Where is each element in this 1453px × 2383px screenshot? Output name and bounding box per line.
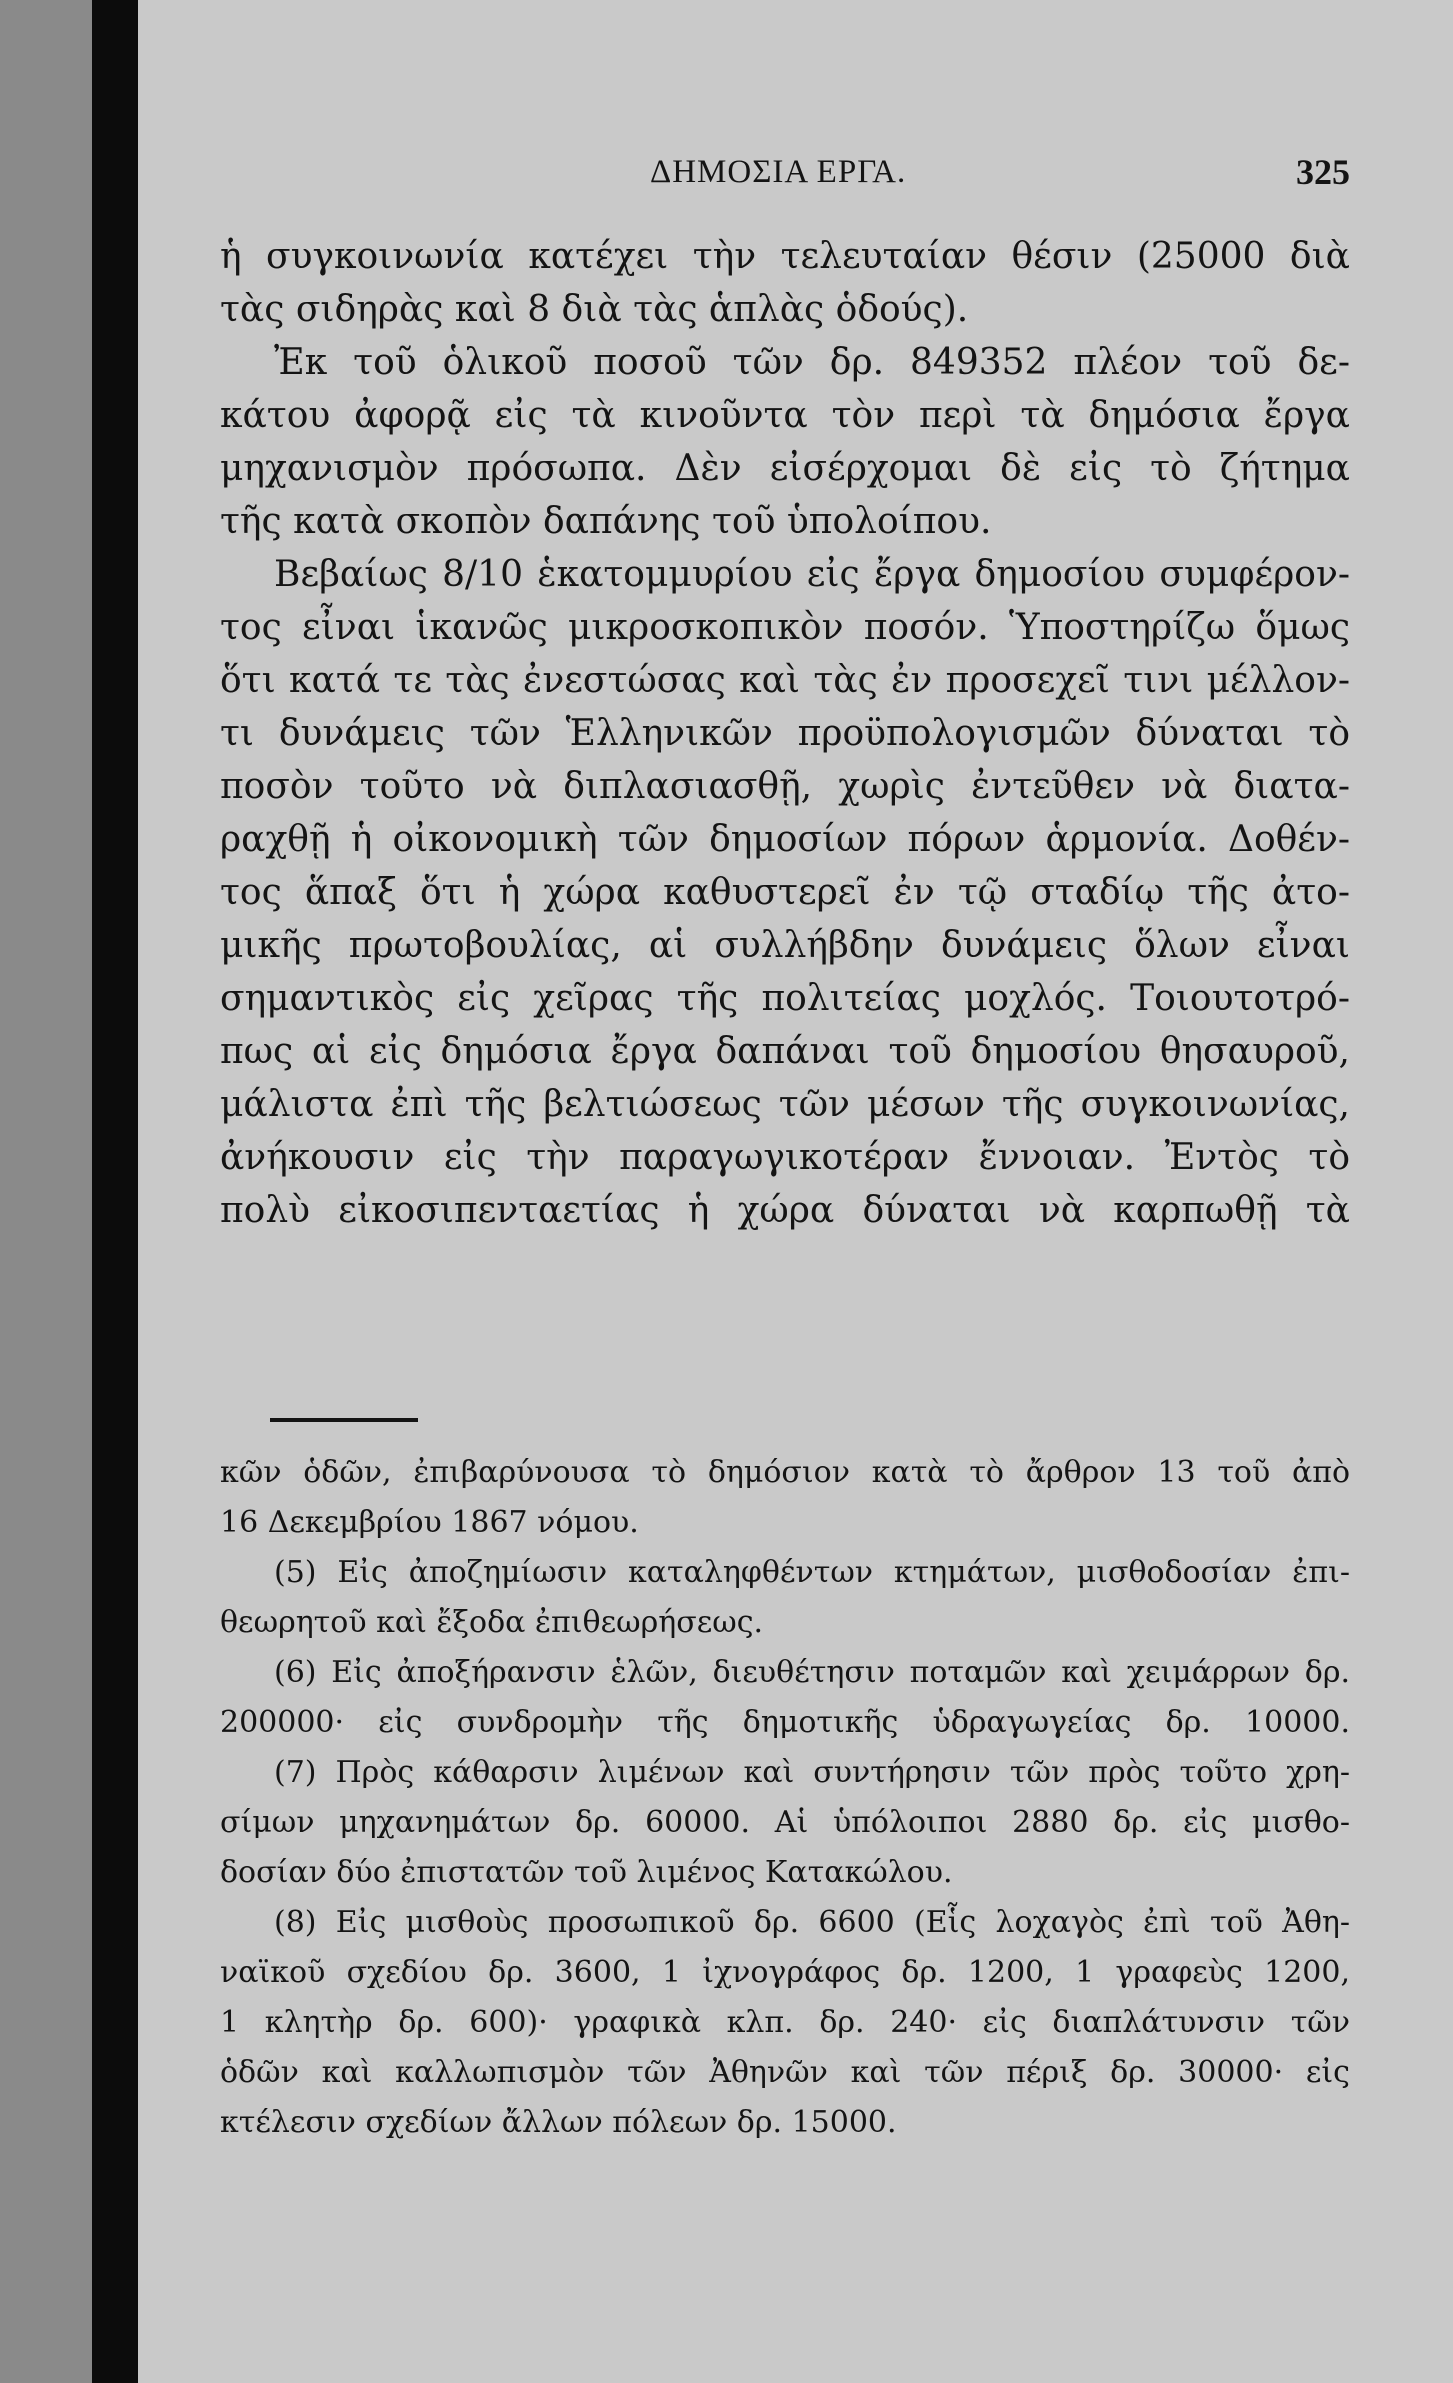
body-text	[220, 230, 1350, 1237]
footnote-line: δοσίαν δύο ἐπιστατῶν τοῦ λιμένος Κατακώλου.	[220, 1855, 953, 1890]
body-line: ὅτι κατά τε τὰς ἐνεστώσας καὶ τὰς ἐν προσεχεῖ τινι μέλλον-	[220, 660, 1350, 701]
footnote-line: κτέλεσιν σχεδίων ἄλλων πόλεων δρ. 15000.	[220, 2105, 897, 2140]
footnote-line: (8) Εἰς μισθοὺς προσωπικοῦ δρ. 6600 (Εἷς λοχαγὸς ἐπὶ τοῦ Ἀθη-	[274, 1905, 1350, 1940]
footnote-rule	[270, 1418, 418, 1422]
body-line: πολὺ εἰκοσιπενταετίας ἡ χώρα δύναται νὰ καρπωθῇ τὰ	[220, 1190, 1350, 1231]
page-content	[220, 0, 1350, 2383]
body-line: σημαντικὸς εἰς χεῖρας τῆς πολιτείας μοχλός. Τοιουτοτρό-	[220, 978, 1350, 1019]
running-head-title: ΔΗΜΟΣΙΑ ΕΡΓΑ.	[650, 154, 907, 190]
footnote-line: 1 κλητὴρ δρ. 600)· γραφικὰ κλπ. δρ. 240· εἰς διαπλάτυνσιν τῶν	[220, 2005, 1350, 2040]
footnote-line: (5) Εἰς ἀποζημίωσιν καταληφθέντων κτημάτων, μισθοδοσίαν ἐπι-	[274, 1555, 1350, 1590]
footnote-line: (7) Πρὸς κάθαρσιν λιμένων καὶ συντήρησιν τῶν πρὸς τοῦτο χρη-	[274, 1755, 1350, 1790]
body-line: τῆς κατὰ σκοπὸν δαπάνης τοῦ ὑπολοίπου.	[220, 501, 992, 542]
footnote-line: κῶν ὁδῶν, ἐπιβαρύνουσα τὸ δημόσιον κατὰ τὸ ἄρθρον 13 τοῦ ἀπὸ	[220, 1455, 1350, 1490]
running-head	[220, 150, 1350, 194]
body-line: ἡ συγκοινωνία κατέχει τὴν τελευταίαν θέσιν (25000 διὰ	[220, 236, 1350, 277]
footnote-line: θεωρητοῦ καὶ ἔξοδα ἐπιθεωρήσεως.	[220, 1605, 764, 1640]
book-gutter	[92, 0, 138, 2383]
body-line: τὰς σιδηρὰς καὶ 8 διὰ τὰς ἁπλὰς ὁδούς).	[220, 289, 969, 330]
body-line: τος ἅπαξ ὅτι ἡ χώρα καθυστερεῖ ἐν τῷ σταδίῳ τῆς ἀτο-	[220, 872, 1350, 913]
body-line: Βεβαίως 8/10 ἑκατομμυρίου εἰς ἔργα δημοσίου συμφέρον-	[274, 554, 1350, 595]
body-line: μικῆς πρωτοβουλίας, αἱ συλλήβδην δυνάμεις ὅλων εἶναι	[220, 925, 1350, 966]
body-line: ἀνήκουσιν εἰς τὴν παραγωγικοτέραν ἔννοιαν. Ἐντὸς τὸ	[220, 1137, 1350, 1178]
footnote-line: ὁδῶν καὶ καλλωπισμὸν τῶν Ἀθηνῶν καὶ τῶν πέριξ δρ. 30000· εἰς	[220, 2055, 1350, 2090]
body-line: ποσὸν τοῦτο νὰ διπλασιασθῇ, χωρὶς ἐντεῦθεν νὰ διατα-	[220, 766, 1350, 807]
footnotes	[220, 1448, 1350, 2148]
body-line: τος εἶναι ἱκανῶς μικροσκοπικὸν ποσόν. Ὑποστηρίζω ὅμως	[220, 607, 1350, 648]
body-line: πως αἱ εἰς δημόσια ἔργα δαπάναι τοῦ δημοσίου θησαυροῦ,	[220, 1031, 1350, 1072]
footnote-line: 16 Δεκεμβρίου 1867 νόμου.	[220, 1505, 639, 1540]
body-line: τι δυνάμεις τῶν Ἑλληνικῶν προϋπολογισμῶν δύναται τὸ	[220, 713, 1350, 754]
body-line: ραχθῇ ἡ οἰκονομικὴ τῶν δημοσίων πόρων ἁρμονία. Δοθέν-	[220, 819, 1350, 860]
book-page	[138, 0, 1453, 2383]
scan-background	[0, 0, 92, 2383]
body-line: Ἐκ τοῦ ὁλικοῦ ποσοῦ τῶν δρ. 849352 πλέον τοῦ δε-	[274, 342, 1350, 383]
footnote-line: ναϊκοῦ σχεδίου δρ. 3600, 1 ἰχνογράφος δρ. 1200, 1 γραφεὺς 1200,	[220, 1955, 1350, 1990]
footnote-line: 200000· εἰς συνδρομὴν τῆς δημοτικῆς ὑδραγωγείας δρ. 10000.	[220, 1705, 1350, 1740]
body-line: μηχανισμὸν πρόσωπα. Δὲν εἰσέρχομαι δὲ εἰς τὸ ζήτημα	[220, 448, 1350, 489]
footnote-line: σίμων μηχανημάτων δρ. 60000. Αἱ ὑπόλοιποι 2880 δρ. εἰς μισθο-	[220, 1805, 1350, 1840]
page-number: 325	[1296, 152, 1350, 192]
body-line: κάτου ἀφορᾷ εἰς τὰ κινοῦντα τὸν περὶ τὰ δημόσια ἔργα	[220, 395, 1350, 436]
body-line: μάλιστα ἐπὶ τῆς βελτιώσεως τῶν μέσων τῆς συγκοινωνίας,	[220, 1084, 1350, 1125]
footnote-line: (6) Εἰς ἀποξήρανσιν ἑλῶν, διευθέτησιν ποταμῶν καὶ χειμάρρων δρ.	[274, 1655, 1350, 1690]
